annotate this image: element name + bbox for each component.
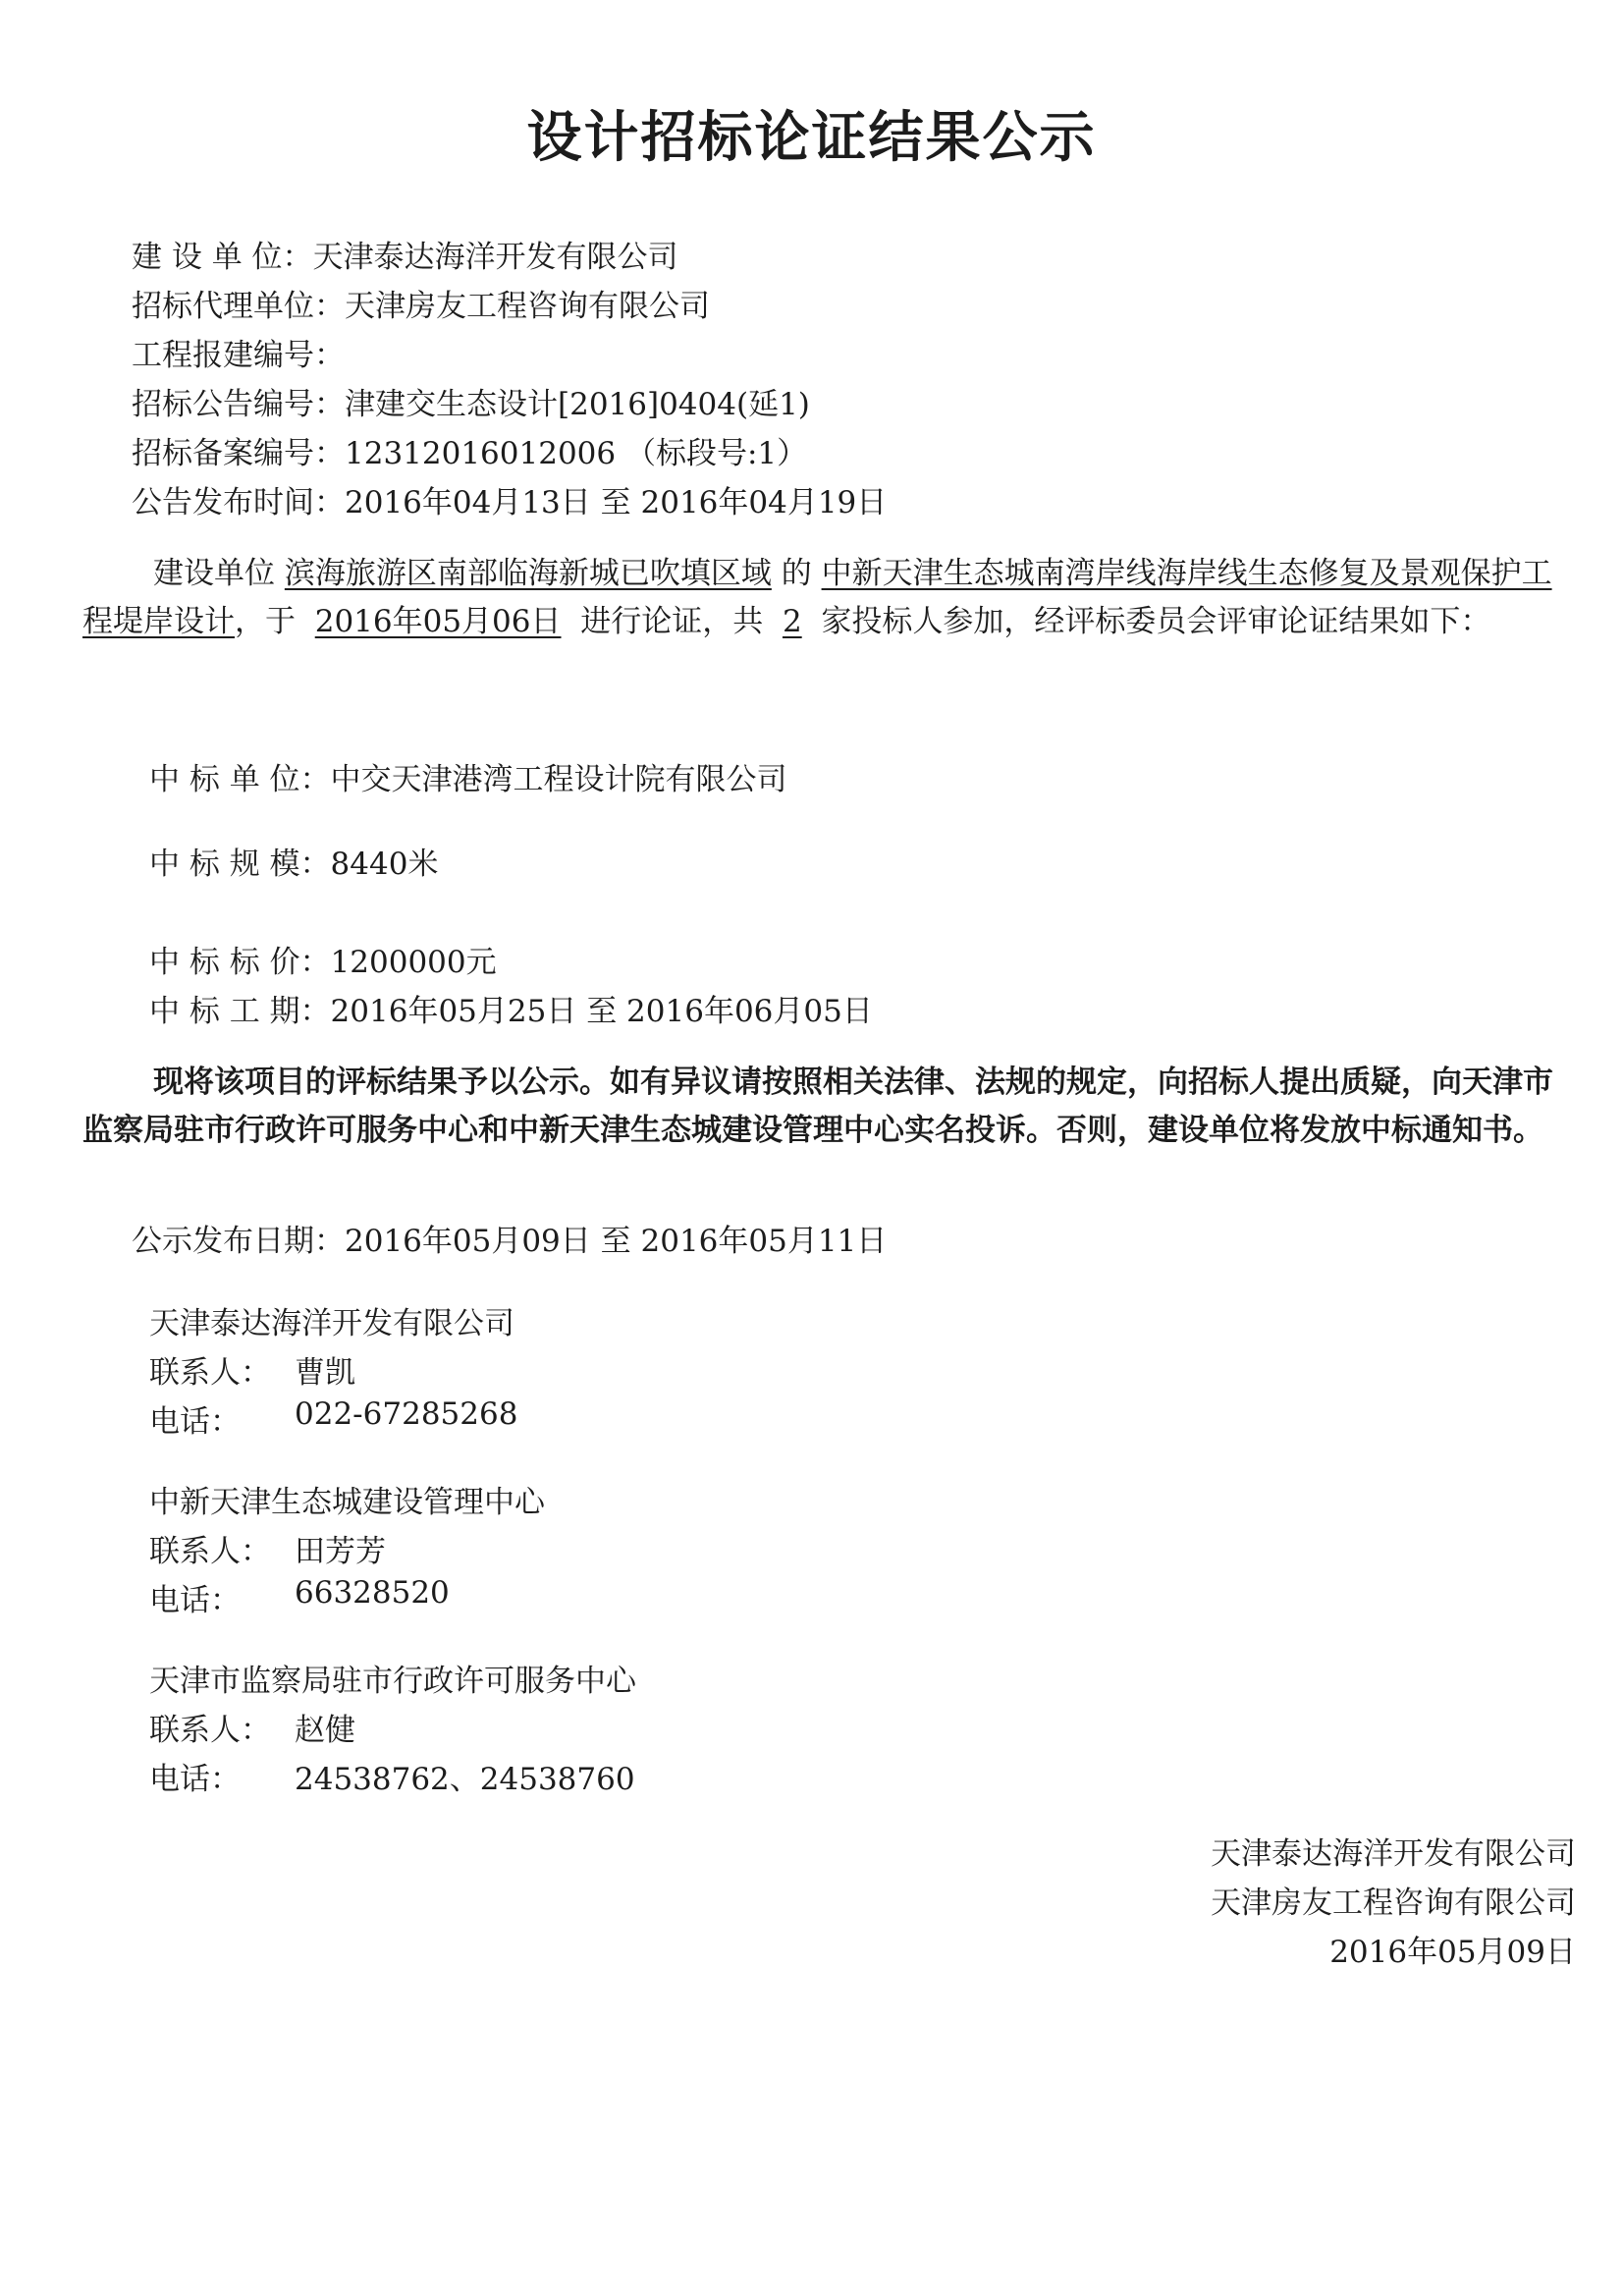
owner-area: 滨海旅游区南部临海新城已吹填区域 <box>284 556 772 591</box>
contact-phone: 66328520 <box>295 1575 450 1611</box>
price-line: 中 标 标 价：1200000元 <box>149 945 497 980</box>
contact-person-label: 联系人： <box>149 1713 271 1748</box>
contact-phone-label: 电话： <box>149 1762 241 1797</box>
contact-phone-label: 电话： <box>149 1583 241 1618</box>
contact-person: 田芳芳 <box>295 1534 386 1569</box>
contact-phone-label: 电话： <box>149 1404 241 1440</box>
intro-text-1: 建设单位 <box>153 556 275 591</box>
owner-line: 建 设 单 位：天津泰达海洋开发有限公司 <box>132 240 678 275</box>
period-line: 中 标 工 期：2016年05月25日 至 2016年06月05日 <box>149 994 873 1029</box>
contact-phone: 24538762、24538760 <box>295 1762 635 1797</box>
record-no-line: 招标备案编号：12312016012006 （标段号:1） <box>132 436 808 471</box>
signature-org-2: 天津房友工程咨询有限公司 <box>1211 1886 1576 1921</box>
bidder-count: 2 <box>782 604 802 639</box>
contact-person-label: 联系人： <box>149 1534 271 1569</box>
contact-person-label: 联系人： <box>149 1355 271 1391</box>
signature-org-1: 天津泰达海洋开发有限公司 <box>1211 1836 1576 1872</box>
contact-org: 天津泰达海洋开发有限公司 <box>149 1306 514 1341</box>
intro-paragraph <box>82 550 1576 646</box>
objection-notice: 现将该项目的评标结果予以公示。如有异议请按照相关法律、法规的规定，向招标人提出质疑，向天津市监察局驻市行政许可服务中心和中新天津生态城建设管理中心实名投诉。否则，建设单位将发放中标通知书。 <box>82 1065 1553 1148</box>
intro-text-3: ，于 <box>235 604 296 639</box>
scale-line: 中 标 规 模：8440米 <box>149 847 439 882</box>
project-name: 中新天津生态城南湾岸线海岸线生态修复及景观保护工程堤岸设计 <box>82 556 1552 639</box>
contact-org: 中新天津生态城建设管理中心 <box>149 1485 545 1520</box>
contact-org: 天津市监察局驻市行政许可服务中心 <box>149 1664 636 1699</box>
contact-phone: 022-67285268 <box>295 1396 518 1432</box>
publicity-date-line: 公示发布日期：2016年05月09日 至 2016年05月11日 <box>132 1224 888 1259</box>
document-title: 设计招标论证结果公示 <box>526 106 1097 170</box>
contact-person: 赵健 <box>295 1713 355 1748</box>
contact-person: 曹凯 <box>295 1355 355 1391</box>
intro-text-4: 进行论证，共 <box>580 604 764 639</box>
winner-line: 中 标 单 位：中交天津港湾工程设计院有限公司 <box>149 762 787 797</box>
bid-date: 2016年05月06日 <box>314 604 562 639</box>
signature-date: 2016年05月09日 <box>1329 1935 1576 1970</box>
project-no-line: 工程报建编号： <box>132 338 345 373</box>
notice-no-line: 招标公告编号：津建交生态设计[2016]0404(延1) <box>132 387 810 422</box>
publish-time-line: 公告发布时间：2016年04月13日 至 2016年04月19日 <box>132 485 888 520</box>
intro-text-2: 的 <box>781 556 812 591</box>
intro-text-5: 家投标人参加，经评标委员会评审论证结果如下： <box>821 604 1491 639</box>
agent-line: 招标代理单位：天津房友工程咨询有限公司 <box>132 289 710 324</box>
